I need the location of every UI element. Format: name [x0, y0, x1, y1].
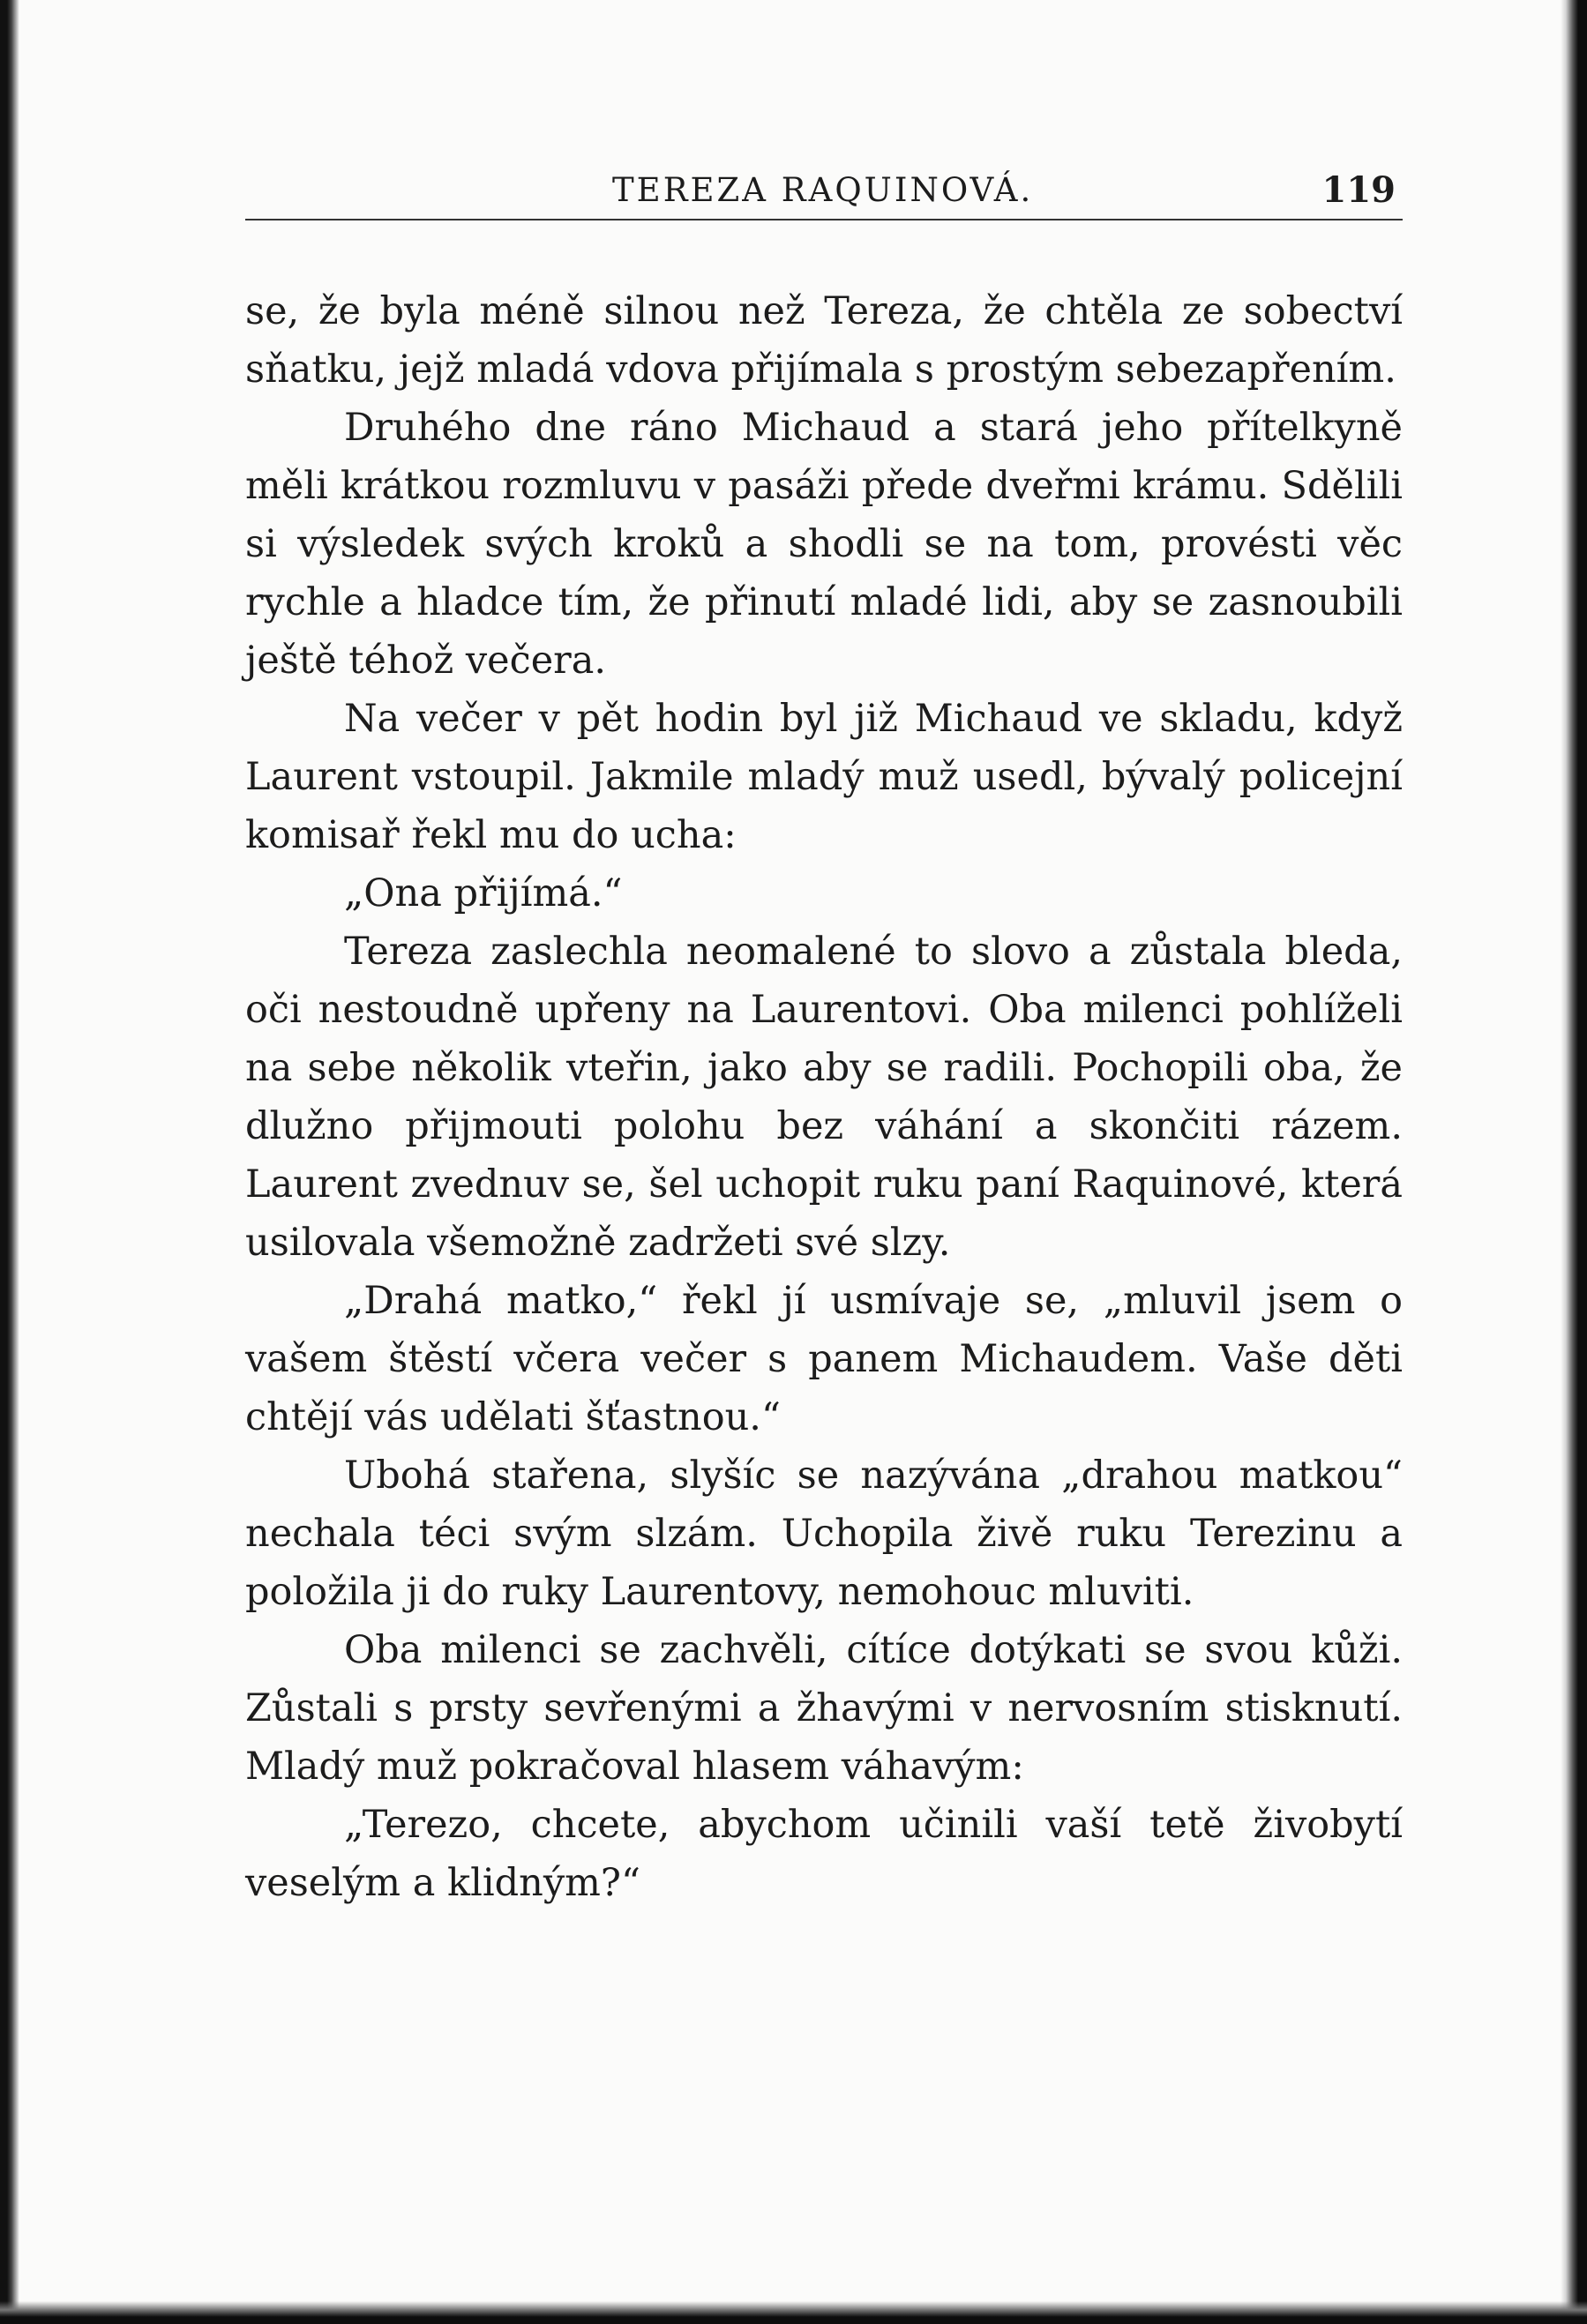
- paragraph: „Terezo, chcete, abychom učinili vaší tetě živobytí veselým a klidným?“: [245, 1803, 1403, 1905]
- paragraph: „Ona přijímá.“: [344, 871, 623, 915]
- paragraph: Tereza zaslechla neomalené to slovo a zůstala bleda, oči nestoudně upřeny na Laurentovi. Oba milenci pohlíželi na sebe několik vteřin, jako aby se radili. Pochopili oba, že dlužno přijmouti polohu bez váhání a skončiti rázem. Laurent zvednuv se, šel uchopit ruku paní Raquinové, která usilovala všemožně zadržeti své slzy.: [245, 930, 1403, 1265]
- paragraph: Druhého dne ráno Michaud a stará jeho přítelkyně měli krátkou rozmluvu v pasáži přede dveřmi krámu. Sdělili si výsledek svých kroků a shodli se na tom, provésti věc rychle a hladce tím, že přinutí mladé lidi, aby se zasnoubili ještě téhož večera.: [245, 406, 1403, 683]
- scan-edge-right: [1561, 0, 1587, 2324]
- page-number: 119: [1321, 169, 1396, 211]
- paragraph: Ubohá stařena, slyšíc se nazývána „drahou matkou“ nechala téci svým slzám. Uchopila živě ruku Terezinu a položila ji do ruky Laurentovy, nemohouc mluviti.: [245, 1453, 1403, 1614]
- scan-edge-bottom: [0, 2301, 1587, 2324]
- paragraph: „Drahá matko,“ řekl jí usmívaje se, „mluvil jsem o vašem štěstí včera večer s panem Michaudem. Vaše děti chtějí vás udělati šťastnou.“: [245, 1279, 1403, 1439]
- paragraph: se, že byla méně silnou než Tereza, že chtěla ze sobectví sňatku, jejž mladá vdova přijímala s prostým sebezapřením.: [245, 289, 1403, 392]
- paragraph: Oba milenci se zachvěli, cítíce dotýkati se svou kůži. Zůstali s prsty sevřenými a žhavými v nervosním stisknutí. Mladý muž pokračoval hlasem váhavým:: [245, 1628, 1403, 1789]
- paragraph: Na večer v pět hodin byl již Michaud ve skladu, když Laurent vstoupil. Jakmile mladý muž usedl, bývalý policejní komisař řekl mu do ucha:: [245, 697, 1403, 857]
- body-text: [245, 282, 1403, 1912]
- book-page: [245, 168, 1403, 1912]
- running-head: [245, 168, 1403, 220]
- running-head-title: TEREZA RAQUINOVÁ.: [612, 171, 1034, 209]
- scan-edge-left: [0, 0, 19, 2324]
